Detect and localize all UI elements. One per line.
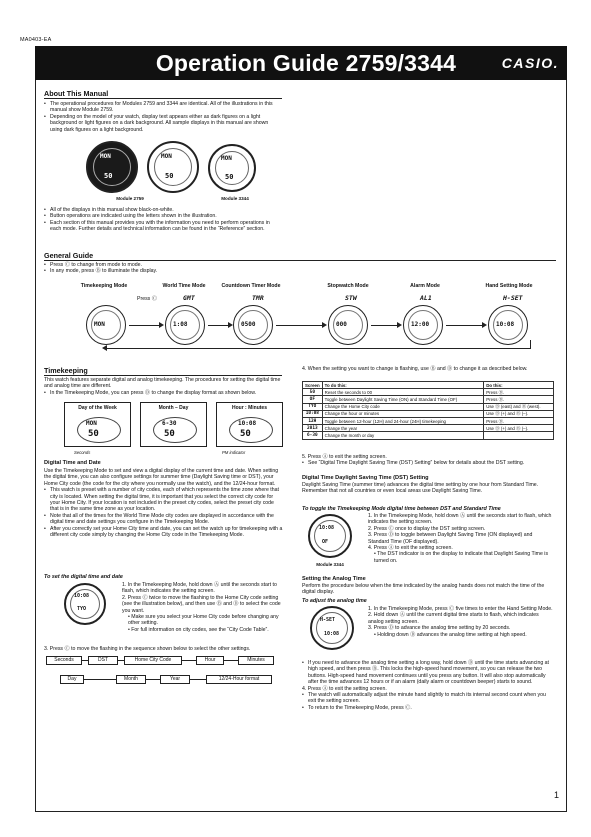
mode-arrow-head xyxy=(159,322,164,328)
flow-hour: Hour xyxy=(196,656,224,665)
timekeeping-intro: This watch features separate digital and analog timekeeping. The procedures for setting the digital time and analog time are different. • In the Timekeeping Mode, you can press Ⓓ to change the display format as shown below. xyxy=(44,377,282,396)
timekeeping-rule xyxy=(44,375,282,376)
mode-arrow xyxy=(129,325,159,326)
watch-countdown-mode: 0500 xyxy=(233,305,273,345)
set-time-step3: 3. Press Ⓒ to move the flashing in the sequence shown below to select the other settings. xyxy=(44,646,251,652)
table-row: 50 Reset the seconds to 00 Press Ⓓ. xyxy=(303,389,554,396)
mode-display-gmt: GMT xyxy=(183,294,195,302)
page-title: Operation Guide 2759/3344 xyxy=(155,50,457,76)
flow-dst: DST xyxy=(88,656,118,665)
press-c-label: Press Ⓒ xyxy=(137,296,157,302)
adjust-analog-notes: • If you need to advance the analog time setting a long way, hold down Ⓓ until the time starts advancing at high speed, and then press Ⓑ. This locks the high-speed hand movement, so you can release the two buttons. High-speed hand movement continues until you press any button. It will also stop automatically after the time advances 12 hours or if an alarm (daily alarm or countdown beeper) starts to sound. 4. Press Ⓐ to exit the setting screen. • The watch will automatically adjust the minute hand slightly to match its internal second count when you exit the setting screen. • To return to the Timekeeping Mode, press Ⓒ. xyxy=(302,660,554,711)
mode-arrow-head xyxy=(322,322,327,328)
toggle-dst-title: To toggle the Timekeeping Mode digital time between DST and Standard Time xyxy=(302,506,501,512)
mode-arrow xyxy=(276,325,322,326)
flow-year: Year xyxy=(160,675,190,684)
about-bullet: • The operational procedures for Modules 2759 and 3344 are identical. All of the illustrations in this manual show Module 2759. xyxy=(44,101,282,114)
watch-world-time-mode: 1:08 xyxy=(165,305,205,345)
adjust-analog-title: To adjust the analog time xyxy=(302,598,367,604)
return-arrow-line xyxy=(106,348,530,349)
mode-label-timekeeping: Timekeeping Mode xyxy=(80,283,128,289)
mode-label-alarm: Alarm Mode xyxy=(410,283,440,289)
about-note: • Each section of this manual provides you with the information you need to perform operations in each mode. Further details and technical information can be found in the “Reference” section. xyxy=(44,220,282,233)
seconds-label: Seconds xyxy=(74,450,91,455)
general-bullet: • In any mode, press Ⓑ to illuminate the display. xyxy=(44,268,344,274)
table-row: 12H Toggle between 12-hour (12H) and 24-hour (24H) timekeeping Press Ⓓ. xyxy=(303,417,554,424)
casio-logo: CASIO. xyxy=(501,55,559,71)
about-title: About This Manual xyxy=(44,89,109,98)
flow-month: Month xyxy=(116,675,146,684)
watch-illustration-3344: MON 50 xyxy=(208,144,256,192)
watch-setting-illustration: 10:08 TYO xyxy=(64,583,106,625)
about-bullet: • Depending on the model of your watch, display text appears either as dark figures on a light background or light figures on a dark background. All sample displays in this manual are shown using dark figures on a light background. xyxy=(44,114,282,133)
general-guide-text xyxy=(44,262,344,275)
mode-arrow xyxy=(371,325,397,326)
set-time-title: To set the digital time and date xyxy=(44,574,123,580)
dst-setting-text: Daylight Saving Time (summer time) advances the digital time setting by one hour from Standard Time. Remember that not all countries or even local areas use Daylight Saving Time. xyxy=(302,482,539,495)
general-guide-title: General Guide xyxy=(44,251,94,260)
format-hour-minutes: Hour : Minutes 10:08 50 xyxy=(216,402,283,447)
mode-label-world-time: World Time Mode xyxy=(162,283,206,289)
settings-table xyxy=(302,381,554,440)
watch-illustration-2759-dark: MON 50 xyxy=(86,141,138,193)
mode-arrow xyxy=(208,325,228,326)
flow-day: Day xyxy=(60,675,84,684)
about-notes xyxy=(44,207,282,233)
watch-hand-set-illustration: H-SET 10:08 xyxy=(310,606,354,650)
flow-minutes: Minutes xyxy=(238,656,274,665)
return-arrow-head xyxy=(102,345,107,351)
adjust-analog-steps: 1. In the Timekeeping Mode, press Ⓒ five times to enter the Hand Setting Mode. 2. Hold down Ⓐ until the current digital time starts to flash, which indicates analog setting screen. 3. Press Ⓓ to advance the analog time setting by 20 seconds. • Holding down Ⓓ advances the analog time setting at high speed. xyxy=(368,606,553,638)
mode-label-stopwatch: Stopwatch Mode xyxy=(327,283,369,289)
format-day-of-week: Day of the Week MON 50 xyxy=(64,402,131,447)
digital-time-date-title: Digital Time and Date xyxy=(44,460,101,466)
caption-module-2759: Module 2759 xyxy=(116,196,144,201)
about-text xyxy=(44,101,282,133)
general-bullet: • Press Ⓒ to change from mode to mode. xyxy=(44,262,344,268)
flow-home-city: Home City Code xyxy=(124,656,182,665)
toggle-dst-steps: 1. In the Timekeeping Mode, hold down Ⓐ until the seconds start to flash, which indicates the setting screen. 2. Press Ⓒ once to display the DST setting screen. 3. Press Ⓓ to toggle between Daylight Saving Time (ON displayed) and Standard Time (OF displayed). 4. Press Ⓐ to exit the setting screen. • The DST indicator is on the display to indicate that Daylight Saving Time is turned on. xyxy=(368,513,552,564)
step4-text: 4. When the setting you want to change is flashing, use Ⓑ and Ⓓ to change it as described below. xyxy=(302,366,528,372)
page-number: 1 xyxy=(553,790,559,800)
mode-display-al1: AL1 xyxy=(420,294,432,302)
watch-alarm-mode: 12:00 xyxy=(403,305,443,345)
step5-text: 5. Press Ⓐ to exit the setting screen. • See “Digital Time Daylight Saving Time (DST) Setting” below for details about the DST setting. xyxy=(302,454,554,467)
watch-stopwatch-mode: 000 xyxy=(328,305,368,345)
set-time-steps: 1. In the Timekeeping Mode, hold down Ⓐ until the seconds start to flash, which indicates the setting screen. 2. Press Ⓒ twice to move the flashing to the Home City code setting (see the illustration below), and then use Ⓑ and Ⓓ to select the code you want. • Make sure you select your Home City code before changing any other setting. • For full information on city codes, see the “City Code Table”. xyxy=(122,582,281,633)
caption-module-3344-dst: Module 3344 xyxy=(316,562,344,567)
mode-arrow-head xyxy=(228,322,233,328)
mode-label-hand-setting: Hand Setting Mode xyxy=(485,283,533,289)
dst-setting-title: Digital Time Daylight Saving Time (DST) Setting xyxy=(302,475,429,481)
mode-arrow-head xyxy=(482,322,487,328)
analog-time-text: Perform the procedure below when the time indicated by the analog hands does not match the time of the digital display. xyxy=(302,583,545,596)
document-code: MA0403-EA xyxy=(20,37,52,43)
table-row: TYO Change the Home City code Use Ⓓ (east) and Ⓑ (west). xyxy=(303,403,554,410)
col-do: Do this: xyxy=(484,382,554,389)
digital-time-date-text: Use the Timekeeping Mode to set and view a digital display of the current time and date. When setting the digital time, you can also configure settings for summer time (Daylight Saving time or DST), your Home City code (the code for the city where you normally use the watch), and the 12/24-hour format. • This watch is preset with a number of city codes, each of which represents the time zone where that city is located. When setting the digital time, it is important that you select the correct city code for your Home City. If your location is not included in the preset city codes, select the preset city code that is in the same time zone as your location. • Note that all of the times for the World Time Mode city codes are displayed in accordance with the digital time and date settings you configure in the Timekeeping Mode. • After you correctly set your Home City time and date, you can set the watch up for timekeeping with a different city code simply by changing the Home City code in the Timekeeping Mode. xyxy=(44,468,284,538)
mode-display-tmr: TMR xyxy=(252,294,264,302)
col-screen: Screen xyxy=(303,382,323,389)
analog-time-title: Setting the Analog Time xyxy=(302,576,366,582)
about-rule xyxy=(44,98,282,99)
table-row: OF Toggle between Daylight Saving Time (ON) and Standard Time (OF) Press Ⓓ. xyxy=(303,396,554,403)
mode-display-stw: STW xyxy=(345,294,357,302)
watch-illustration-2759-light: MON 50 xyxy=(147,141,199,193)
table-row: 2013 Change the year Use Ⓓ (+) and Ⓑ (–). xyxy=(303,425,554,432)
mode-arrow-head xyxy=(397,322,402,328)
about-note: • All of the displays in this manual show black-on-white. xyxy=(44,207,282,213)
mode-display-hset: H-SET xyxy=(503,294,523,302)
mode-label-countdown: Countdown Timer Mode xyxy=(221,283,281,289)
return-arrow-line xyxy=(530,340,531,349)
about-note: • Button operations are indicated using the letters shown in the illustration. xyxy=(44,213,282,219)
watch-dst-illustration: 10:08 OF xyxy=(308,514,352,558)
general-guide-rule xyxy=(44,260,556,261)
table-row: 10:08 Change the hour or minutes Use Ⓓ (+) and Ⓑ (–). xyxy=(303,410,554,417)
timekeeping-title: Timekeeping xyxy=(44,366,88,375)
header-bar xyxy=(35,46,567,80)
watch-timekeeping-mode: MON xyxy=(86,305,126,345)
caption-module-3344: Module 3344 xyxy=(221,196,249,201)
watch-hand-setting-mode: 10:08 xyxy=(488,305,528,345)
flow-seconds: Seconds xyxy=(46,656,82,665)
pm-indicator-label: PM indicator xyxy=(222,450,246,455)
format-month-day: Month – Day 6-30 50 xyxy=(140,402,207,447)
table-row: 6-30 Change the month or day xyxy=(303,432,554,439)
col-todo: To do this: xyxy=(322,382,484,389)
mode-arrow xyxy=(446,325,482,326)
flow-12-24-hour: 12/24-Hour format xyxy=(206,675,272,684)
